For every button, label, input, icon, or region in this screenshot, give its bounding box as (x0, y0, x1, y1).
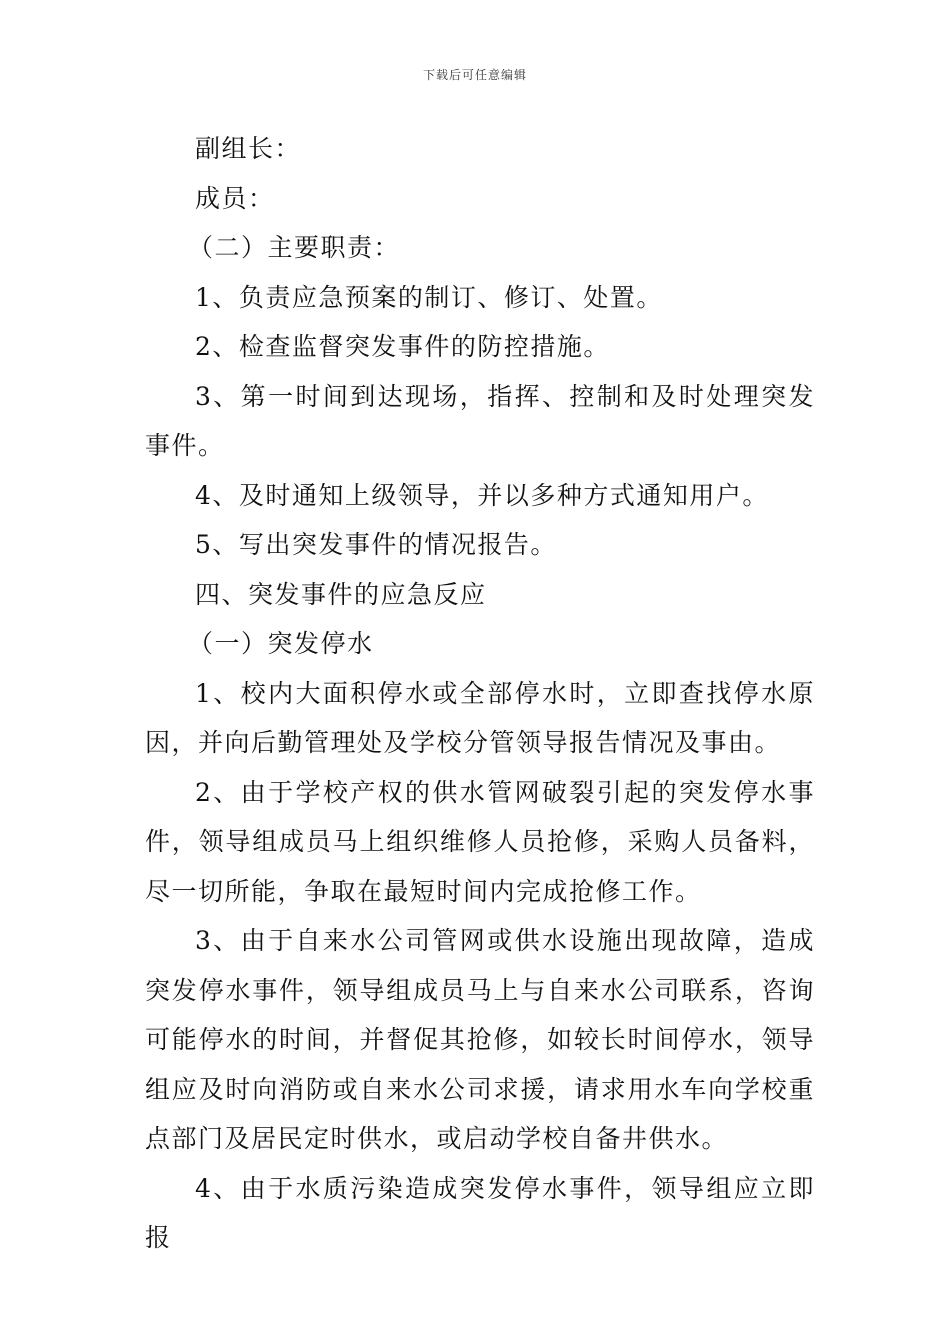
paragraph-outage-3: 3、由于自来水公司管网或供水设施出现故障，造成突发停水事件，领导组成员马上与自来水公司联系，咨询可能停水的时间，并督促其抢修，如较长时间停水，领导组应及时向消防或自来水公司求援，请求用水车向学校重点部门及居民定时供水，或启动学校自备井供水。 (145, 926, 815, 1153)
header-note: 下载后可任意编辑 (422, 68, 527, 82)
paragraph-deputy-leader: 副组长： (195, 134, 302, 163)
paragraph-duty-2: 2、检查监督突发事件的防控措施。 (195, 332, 610, 361)
section-heading-emergency-response: 四、突发事件的应急反应 (195, 579, 487, 609)
subsection-heading-sudden-water-outage: （一）突发停水 (188, 629, 374, 658)
paragraph-duty-5: 5、写出突发事件的情况报告。 (195, 530, 557, 559)
paragraph-outage-4: 4、由于水质污染造成突发停水事件，领导组应立即报 (145, 1173, 815, 1252)
paragraph-outage-2: 2、由于学校产权的供水管网破裂引起的突发停水事件，领导组成员马上组织维修人员抢修，采购人员备料，尽一切所能，争取在最短时间内完成抢修工作。 (145, 777, 815, 906)
paragraph-members: 成员： (195, 183, 275, 213)
document-body (145, 124, 815, 1263)
paragraph-outage-1: 1、校内大面积停水或全部停水时，立即查找停水原因，并向后勤管理处及学校分管领导报告情况及事由。 (145, 678, 815, 757)
paragraph-main-duties-heading: （二）主要职责： (188, 233, 401, 262)
paragraph-duty-1: 1、负责应急预案的制订、修订、处置。 (195, 282, 663, 312)
paragraph-duty-3: 3、第一时间到达现场，指挥、控制和及时处理突发事件。 (145, 381, 815, 460)
paragraph-duty-4: 4、及时通知上级领导，并以多种方式通知用户。 (195, 480, 769, 510)
